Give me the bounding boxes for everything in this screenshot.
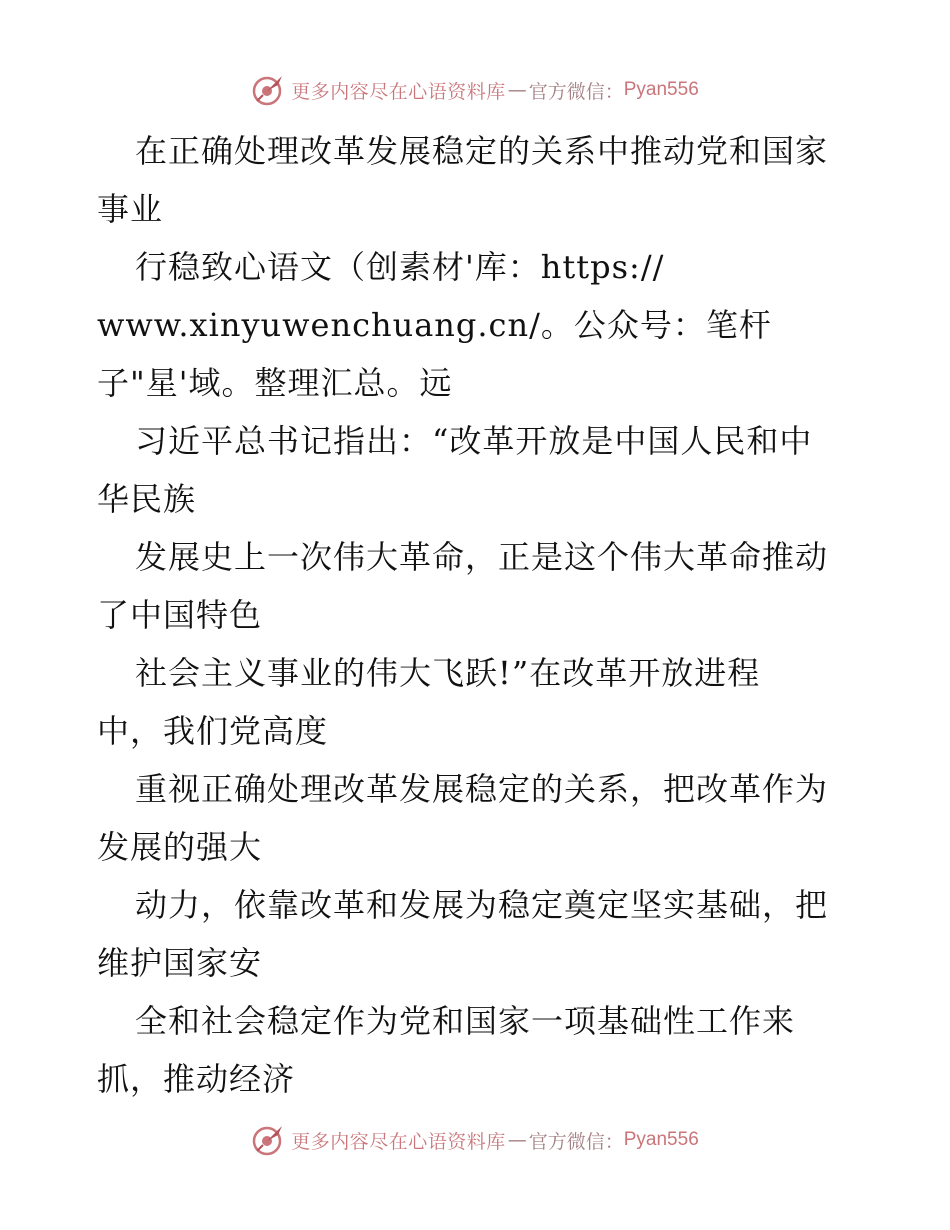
quill-logo-icon	[251, 1123, 285, 1157]
text-line: 社会主义事业的伟大飞跃!”在改革开放进程	[135, 654, 761, 692]
document-body	[97, 122, 867, 1108]
text-line: 行稳致心语文（创素材'库：https://	[135, 248, 665, 286]
watermark-text: 更多内容尽在心语资料库	[291, 1130, 506, 1153]
text-line: 发展史上一次伟大革命，正是这个伟大革命推动	[135, 538, 829, 576]
text-line: 维护国家安	[97, 944, 263, 982]
text-line: 了中国特色	[97, 596, 263, 634]
text-line: 发展的强大	[97, 828, 263, 866]
watermark-official-label: 官方微信：	[528, 1130, 624, 1153]
header-watermark	[0, 72, 950, 108]
watermark-dash: —	[507, 1129, 527, 1151]
watermark-dash: —	[507, 79, 527, 101]
footer-watermark	[0, 1122, 950, 1158]
text-line: 重视正确处理改革发展稳定的关系，把改革作为	[135, 770, 829, 808]
title-line-2: 事业	[97, 190, 164, 228]
text-line: 动力，依靠改革和发展为稳定奠定坚实基础，把	[135, 886, 829, 924]
text-line: 中，我们党高度	[97, 712, 329, 750]
text-line: 抓，推动经济	[97, 1060, 296, 1098]
watermark-wechat-id: Pyan556	[623, 1129, 699, 1150]
text-line: 全和社会稳定作为党和国家一项基础性工作来	[135, 1002, 796, 1040]
text-line: 习近平总书记指出：“改革开放是中国人民和中	[135, 422, 813, 460]
watermark-official-label: 官方微信：	[528, 80, 624, 103]
text-line: www.xinyuwenchuang.cn/。公众号：笔杆	[97, 306, 772, 344]
title-line-1: 在正确处理改革发展稳定的关系中推动党和国家	[135, 132, 829, 170]
text-line: 华民族	[97, 480, 197, 518]
quill-logo-icon	[251, 73, 285, 107]
watermark-wechat-id: Pyan556	[623, 79, 699, 100]
text-line: 子"星'域。整理汇总。远	[97, 364, 453, 402]
watermark-text: 更多内容尽在心语资料库	[291, 80, 506, 103]
